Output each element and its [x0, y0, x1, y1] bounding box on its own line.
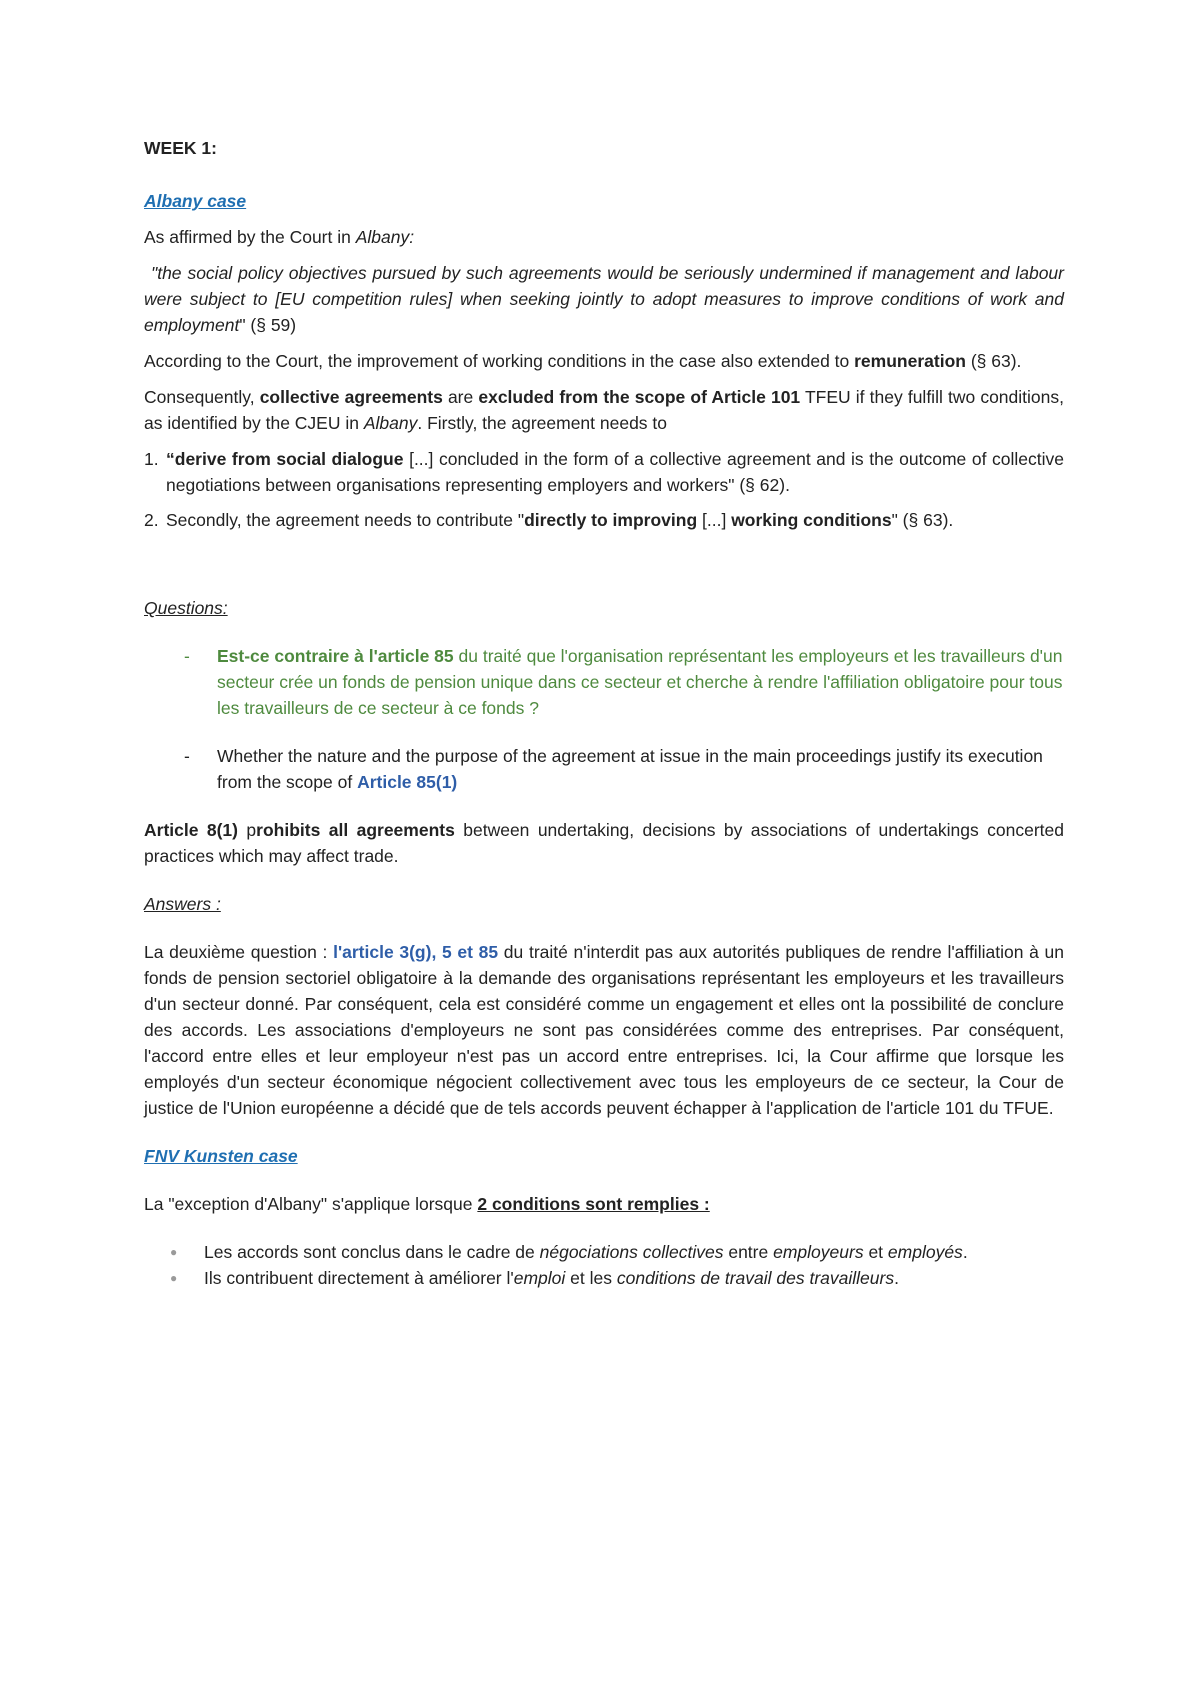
answers-paragraph: La deuxième question : l'article 3(g), 5 et 85 du traité n'interdit pas aux autorités publiques de rendre l'affiliation à un fonds de pension sectoriel obligatoire à la demande des organisations représentant les employeurs et les travailleurs d'un secteur donné. Par conséquent, cela est considéré comme un engagement et elles ont la possibilité de conclure des accords. Les associations d'employeurs ne sont pas considérées comme des entreprises. Par conséquent, l'accord entre elles et leur employeur n'est pas un accord entre entreprises. Ici, la Cour affirme que lorsque les employés d'un secteur économique négocient collectivement avec tous les employeurs de ce secteur, la Cour de justice de l'Union européenne a décidé que de tels accords peuvent échapper à l'application de l'article 101 du TFUE. — [144, 942, 1064, 1118]
dash-marker: - — [184, 746, 190, 766]
bullet-item-2: ● Ils contribuent directement à améliorer l'emploi et les conditions de travail des travailleurs. — [144, 1265, 1064, 1291]
list-number: 1. — [144, 449, 159, 469]
fnv-heading[interactable]: FNV Kunsten case — [144, 1146, 298, 1166]
albany-quote: "the social policy objectives pursued by such agreements would be seriously undermined if management and labour were subject to [EU competition rules] when seeking jointly to adopt measures to improve conditions of work and employment" (§ 59) — [144, 263, 1064, 335]
bullet-icon: ● — [170, 1245, 178, 1259]
document-page — [144, 135, 1064, 1291]
list-item: 1. “derive from social dialogue [...] concluded in the form of a collective agreement and is the outcome of collective negotiations between organisations representing employers and workers" (§ 62). — [144, 446, 1064, 498]
question-item-1: - Est-ce contraire à l'article 85 du traité que l'organisation représentant les employeurs et les travailleurs d'un secteur crée un fonds de pension unique dans ce secteur et cherche à rendre l'affiliation obligatoire pour tous les travailleurs de ce secteur à ce fonds ? — [144, 643, 1064, 721]
dash-marker: - — [184, 646, 190, 666]
question-item-2: - Whether the nature and the purpose of the agreement at issue in the main proceedings justify its execution from the scope of Article 85(1) — [144, 743, 1064, 795]
list-number: 2. — [144, 510, 159, 530]
bullet-icon: ● — [170, 1271, 178, 1285]
list-item: 2. Secondly, the agreement needs to contribute "directly to improving [...] working conditions" (§ 63). — [144, 507, 1064, 533]
albany-heading[interactable]: Albany case — [144, 191, 247, 211]
albany-intro: As affirmed by the Court in Albany: — [144, 227, 415, 247]
albany-paragraph-conditions: Consequently, collective agreements are excluded from the scope of Article 101 TFEU if they fulfill two conditions, as identified by the CJEU in Albany. Firstly, the agreement needs to — [144, 387, 1064, 433]
questions-heading: Questions: — [144, 598, 228, 618]
week-title: WEEK 1: — [144, 138, 217, 158]
answers-heading: Answers : — [144, 894, 221, 914]
bullet-item-1: ● Les accords sont conclus dans le cadre de négociations collectives entre employeurs et employés. — [144, 1239, 1064, 1265]
albany-paragraph-remuneration: According to the Court, the improvement of working conditions in the case also extended to remuneration (§ 63). — [144, 351, 1022, 371]
fnv-intro: La "exception d'Albany" s'applique lorsque 2 conditions sont remplies : — [144, 1194, 710, 1214]
article-paragraph: Article 8(1) prohibits all agreements between undertaking, decisions by associations of undertakings concerted practices which may affect trade. — [144, 820, 1064, 866]
